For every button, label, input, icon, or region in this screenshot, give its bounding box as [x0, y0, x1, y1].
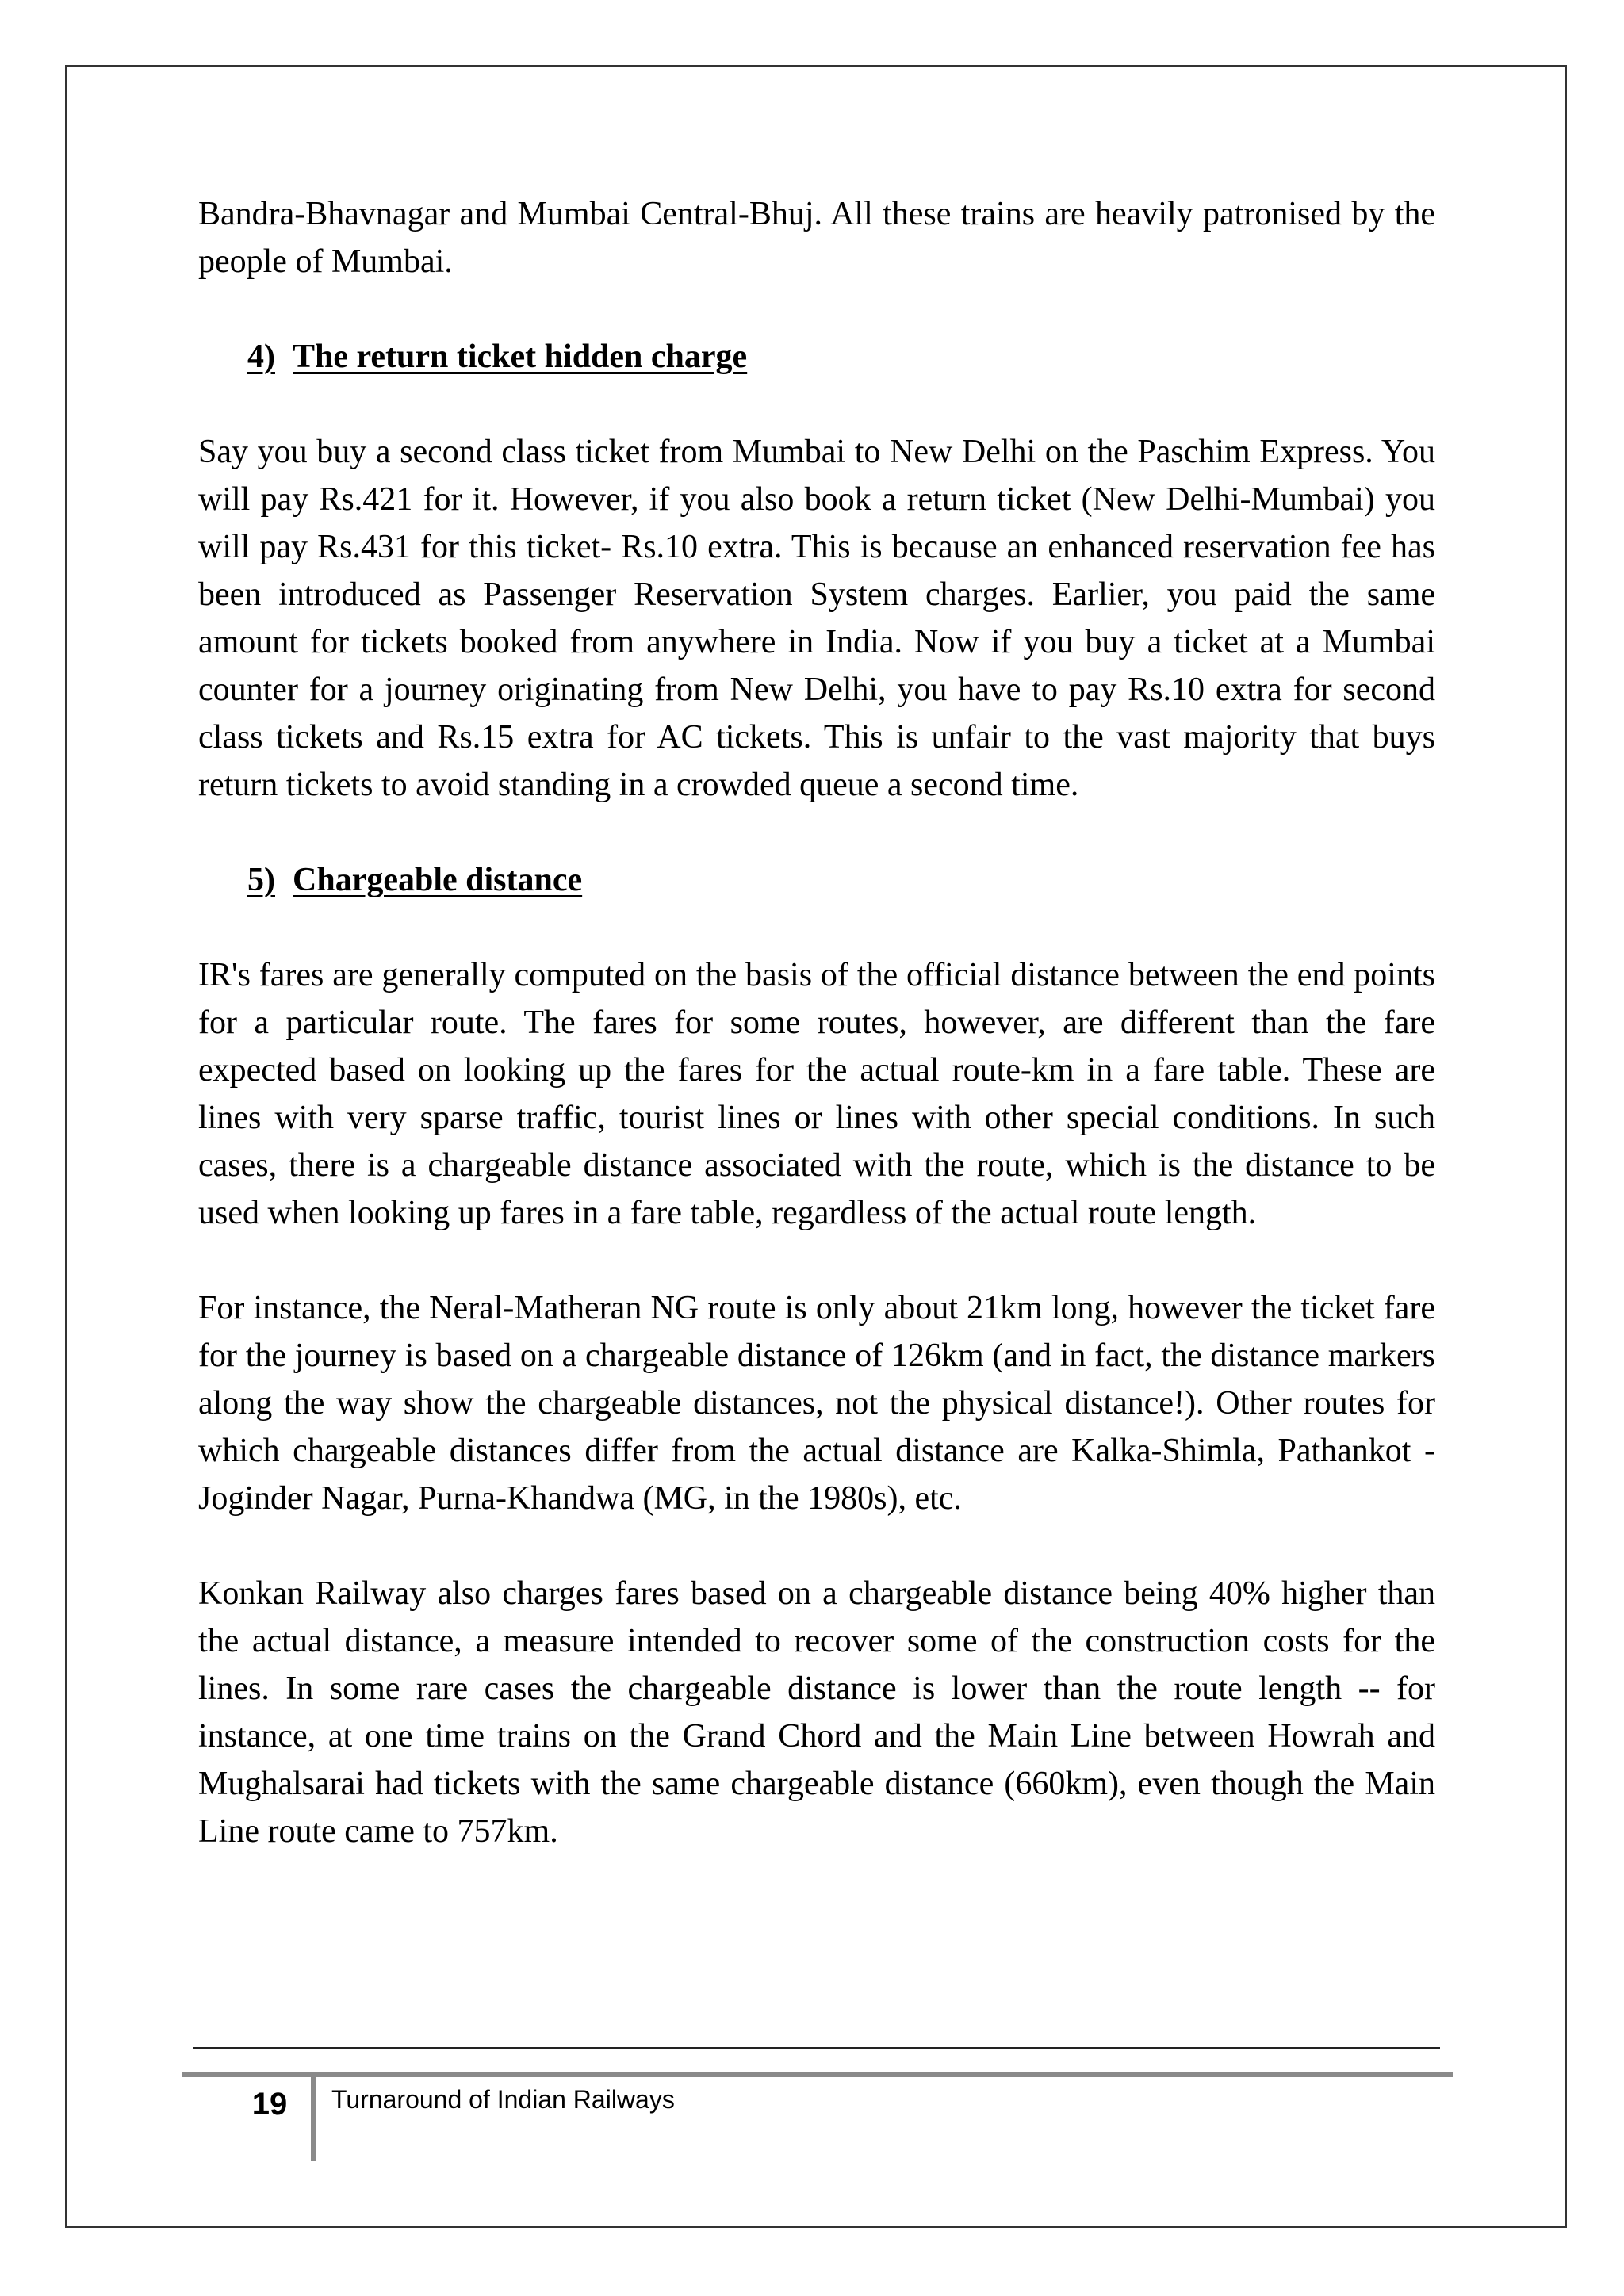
section-4-paragraph: Say you buy a second class ticket from Mumbai to New Delhi on the Paschim Express. You will pay Rs.421 for it. However, if you also book a return ticket (New Delhi-Mumbai) you will pay Rs.431 for this ticket- Rs.10 extra. This is because an enhanced reservation fee has been introduced as Passenger Reservation System charges. Earlier, you paid the same amount for tickets booked from anywhere in India. Now if you buy a ticket at a Mumbai counter for a journey originating from New Delhi, you have to pay Rs.10 extra for second class tickets and Rs.15 extra for AC tickets. This is unfair to the vast majority that buys return tickets to avoid standing in a crowded queue a second time. — [198, 434, 1435, 803]
section-5-number: 5) — [247, 862, 275, 898]
section-4-heading — [198, 333, 1435, 381]
section-5-heading — [198, 856, 1435, 904]
section-5-paragraph-3: Konkan Railway also charges fares based on a chargeable distance being 40% higher than the actual distance, a measure intended to recover some of the construction costs for the lines. In some rare cases the chargeable distance is lower than the route length -- for instance, at one time trains on the Grand Chord and the Main Line between Howrah and Mughalsarai had tickets with the same chargeable distance (660km), even though the Main Line route came to 757km. — [198, 1575, 1435, 1850]
running-title: Turnaround of Indian Railways — [331, 2085, 675, 2114]
section-4-number: 4) — [247, 339, 275, 375]
section-5-title: Chargeable distance — [293, 862, 583, 898]
section-4-title: The return ticket hidden charge — [293, 339, 748, 375]
footer-divider — [311, 2077, 316, 2161]
footer-rule-thick — [182, 2072, 1453, 2077]
page-number: 19 — [251, 2087, 288, 2122]
intro-paragraph: Bandra-Bhavnagar and Mumbai Central-Bhuj. All these trains are heavily patronised by the people of Mumbai. — [198, 196, 1435, 280]
section-5-paragraph-1: IR's fares are generally computed on the basis of the official distance between the end points for a particular route. The fares for some routes, however, are different than the fare expected based on looking up the fares for the actual route-km in a fare table. These are lines with very sparse traffic, tourist lines or lines with other special conditions. In such cases, there is a chargeable distance associated with the route, which is the distance to be used when looking up fares in a fare table, regardless of the actual route length. — [198, 957, 1435, 1231]
page-content — [198, 190, 1435, 1855]
footer-rule-thin — [193, 2047, 1440, 2049]
section-5-paragraph-2: For instance, the Neral-Matheran NG route is only about 21km long, however the ticket fare for the journey is based on a chargeable distance of 126km (and in fact, the distance markers along the way show the chargeable distances, not the physical distance!). Other routes for which chargeable distances differ from the actual distance are Kalka-Shimla, Pathankot - Joginder Nagar, Purna-Khandwa (MG, in the 1980s), etc. — [198, 1290, 1435, 1517]
